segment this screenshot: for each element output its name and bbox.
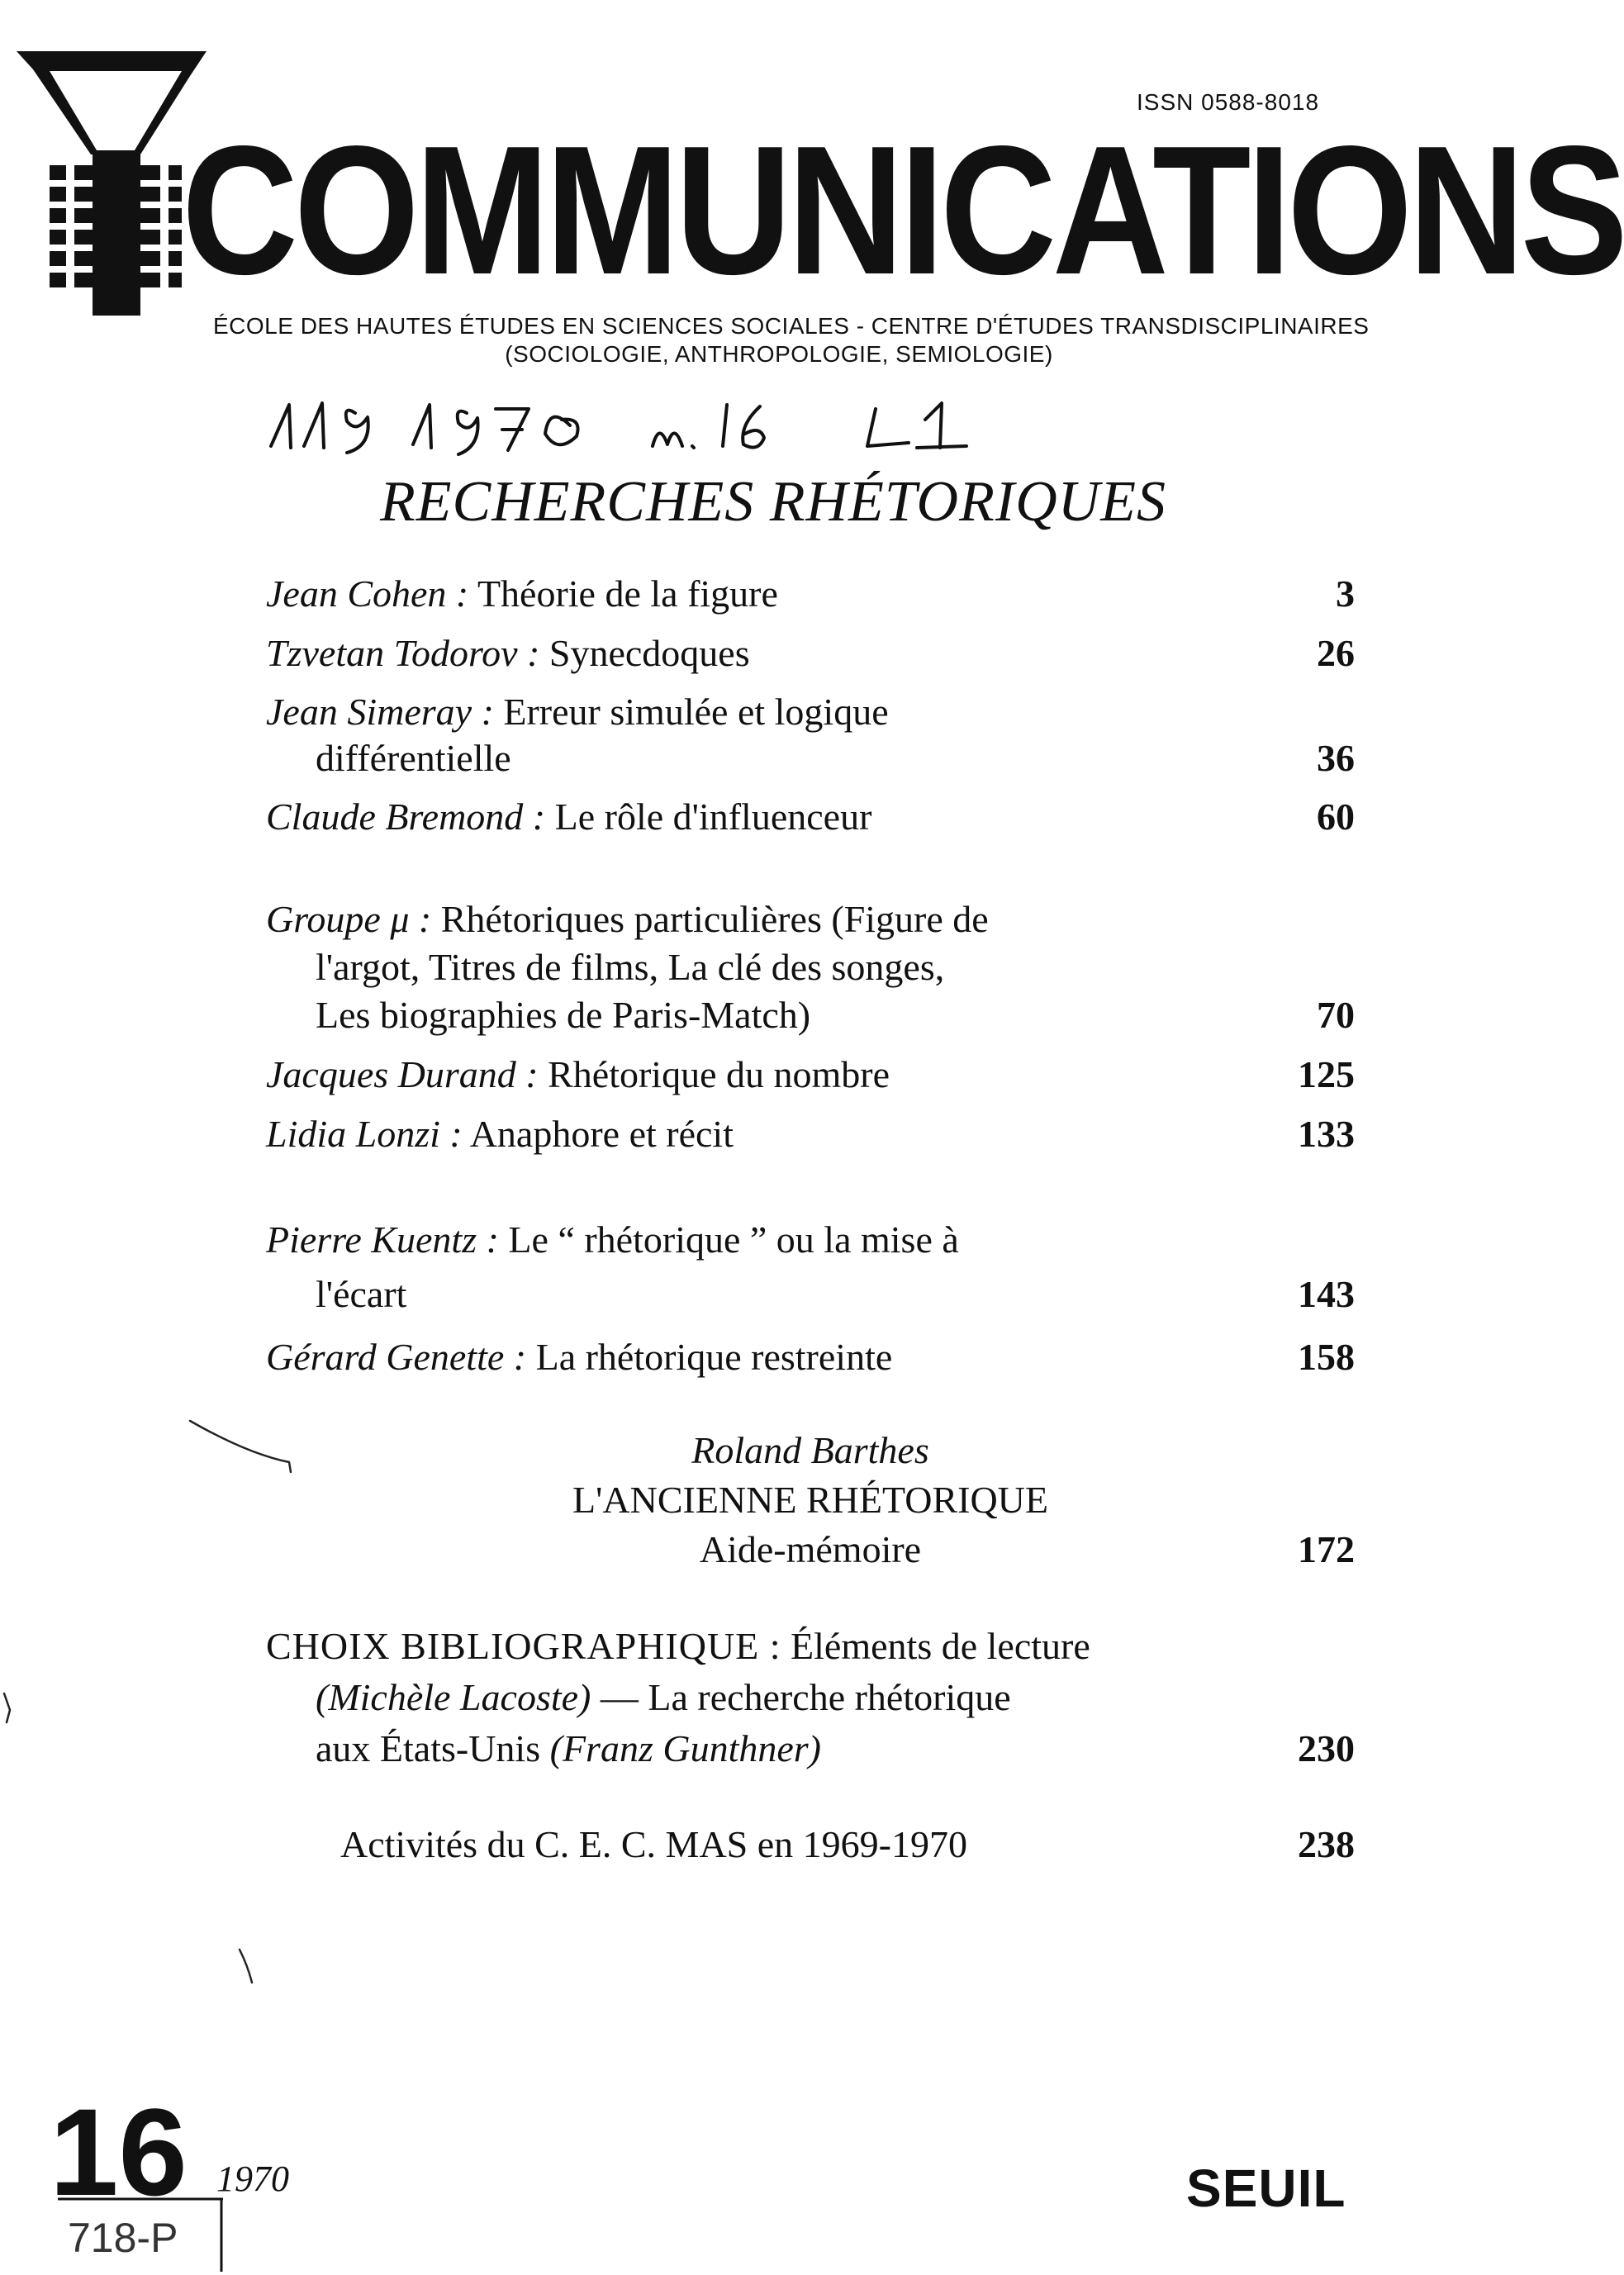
issue-title: RECHERCHES RHÉTORIQUES xyxy=(380,470,1166,534)
entry-author: Lidia Lonzi : xyxy=(266,1113,463,1155)
entry-title: Théorie de la figure xyxy=(477,572,778,615)
entry-title: Le rôle d'influenceur xyxy=(554,796,872,838)
entry-page: 238 xyxy=(1298,1823,1355,1865)
entry-author: Jean Cohen : xyxy=(266,572,469,615)
entry-page: 26 xyxy=(1317,632,1355,674)
bibliography-author: (Michèle Lacoste) xyxy=(316,1676,591,1718)
entry-page: 158 xyxy=(1298,1336,1355,1378)
entry-title: Anaphore et récit xyxy=(469,1113,734,1155)
entry-page: 60 xyxy=(1317,796,1355,838)
entry-author: Jean Simeray : xyxy=(266,691,494,733)
entry-page: 133 xyxy=(1298,1113,1355,1155)
entry-title: Le “ rhétorique ” ou la mise à xyxy=(508,1218,959,1261)
institution-line: ÉCOLE DES HAUTES ÉTUDES EN SCIENCES SOCIALES - CENTRE D'ÉTUDES TRANSDISCIPLINAIRES xyxy=(213,313,1370,339)
entry-author: Groupe μ : xyxy=(266,898,432,940)
entry-author: Jacques Durand : xyxy=(266,1053,539,1095)
entry-author: Tzvetan Todorov : xyxy=(266,632,540,674)
entry-title: La rhétorique restreinte xyxy=(535,1336,893,1378)
bibliography-title-3: aux États-Unis xyxy=(316,1727,541,1769)
entry-author: Claude Bremond : xyxy=(266,796,546,838)
entry-page: 143 xyxy=(1298,1273,1355,1315)
entry-title-continued: Les biographies de Paris-Match) xyxy=(316,994,811,1036)
entry-page: 230 xyxy=(1298,1727,1355,1769)
entry-title: Erreur simulée et logique xyxy=(503,691,889,733)
entry-title: L'ANCIENNE RHÉTORIQUE xyxy=(572,1479,1048,1521)
issn-number: ISSN 0588-8018 xyxy=(1137,89,1320,115)
entry-page: 125 xyxy=(1298,1053,1355,1095)
entry-title: Rhétorique du nombre xyxy=(548,1053,890,1095)
entry-page: 70 xyxy=(1317,994,1355,1036)
issue-year: 1970 xyxy=(216,2159,289,2199)
publisher-name: SEUIL xyxy=(1186,2159,1346,2218)
entry-page: 3 xyxy=(1336,572,1355,615)
activities-title: Activités du C. E. C. MAS en 1969-1970 xyxy=(340,1823,967,1865)
entry-author: Gérard Genette : xyxy=(266,1336,527,1378)
entry-subtitle: Aide-mémoire xyxy=(699,1528,922,1570)
bibliography-label: CHOIX BIBLIOGRAPHIQUE : xyxy=(266,1625,781,1667)
entry-title-continued: l'argot, Titres de films, La clé des songes, xyxy=(316,946,945,988)
entry-author: Pierre Kuentz : xyxy=(266,1218,499,1261)
bibliography-author: (Franz Gunthner) xyxy=(549,1727,821,1769)
entry-page: 172 xyxy=(1298,1528,1355,1570)
bibliography-title: Éléments de lecture xyxy=(791,1625,1090,1667)
entry-title: Synecdoques xyxy=(548,632,750,674)
entry-title: Rhétoriques particulières (Figure de xyxy=(440,898,989,940)
entry-page: 36 xyxy=(1317,737,1355,779)
entry-author: Roland Barthes xyxy=(691,1429,929,1471)
entry-title-continued: l'écart xyxy=(316,1273,407,1315)
institution-disciplines: (SOCIOLOGIE, ANTHROPOLOGIE, SEMIOLOGIE) xyxy=(505,341,1053,367)
entry-title-continued: différentielle xyxy=(316,737,511,779)
bibliography-title-2: — La recherche rhétorique xyxy=(600,1676,1011,1718)
journal-masthead: COMMUNICATIONS xyxy=(182,108,1624,313)
library-stamp: 718-P xyxy=(68,2215,178,2261)
issue-number: 16 xyxy=(50,2083,188,2221)
